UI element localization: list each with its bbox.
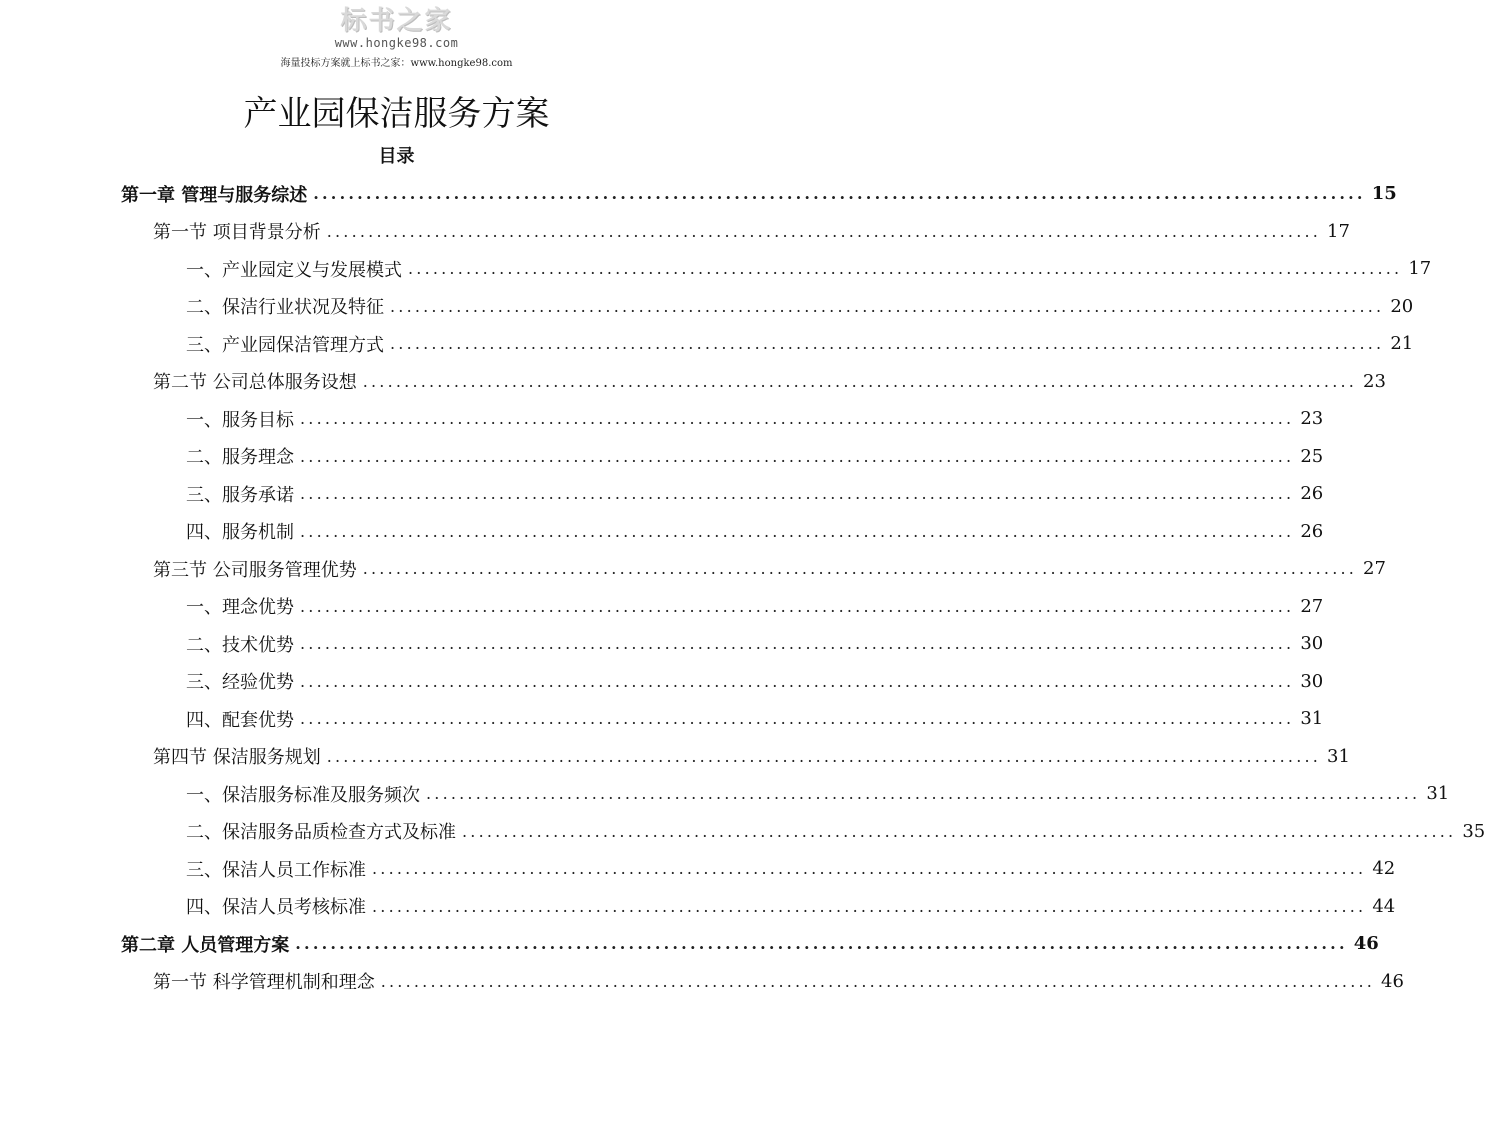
- toc-entry-label: 第三节 公司服务管理优势: [153, 556, 363, 582]
- toc-entry[interactable]: [0, 663, 1324, 701]
- toc-entry-page-number: 27: [1300, 595, 1324, 617]
- toc-entry-label: 四、服务机制: [186, 518, 300, 544]
- toc-entry[interactable]: [0, 213, 1350, 251]
- toc-entry-page-number: 31: [1300, 708, 1324, 730]
- toc-dot-leader: ........................................................................................................................: [362, 371, 1358, 391]
- toc-dot-leader: ........................................................................................................................: [295, 934, 1348, 954]
- toc-entry-page-number: 23: [1300, 408, 1324, 430]
- toc-entry-label: 三、保洁人员工作标准: [186, 856, 372, 882]
- toc-entry-page-number: 20: [1390, 295, 1414, 317]
- toc-entry[interactable]: [0, 550, 1386, 588]
- toc-entry-label: 一、理念优势: [186, 593, 300, 619]
- toc-dot-leader: ........................................................................................................................: [372, 859, 1367, 879]
- toc-dot-leader: ........................................................................................................................: [300, 671, 1295, 691]
- toc-dot-leader: ........................................................................................................................: [300, 596, 1295, 616]
- toc-entry[interactable]: [0, 888, 1396, 926]
- toc-entry[interactable]: [0, 625, 1324, 663]
- toc-entry-page-number: 21: [1390, 333, 1414, 355]
- toc-entry-label: 四、配套优势: [186, 706, 300, 732]
- toc-entry[interactable]: [0, 963, 1404, 1001]
- toc-entry-label: 第二章 人员管理方案: [121, 931, 295, 957]
- toc-entry-page-number: 30: [1300, 670, 1324, 692]
- toc-dot-leader: ........................................................................................................................: [426, 784, 1421, 804]
- toc-entry-page-number: 31: [1327, 745, 1350, 767]
- toc-entry[interactable]: [0, 400, 1324, 438]
- toc-dot-leader: ........................................................................................................................: [326, 746, 1322, 766]
- toc-entry-label: 二、保洁服务品质检查方式及标准: [186, 818, 462, 844]
- toc-entry-label: 二、技术优势: [186, 631, 300, 657]
- toc-entry-label: 第一章 管理与服务综述: [121, 181, 313, 207]
- toc-entry[interactable]: [0, 288, 1414, 326]
- toc-entry-label: 一、保洁服务标准及服务频次: [186, 781, 426, 807]
- toc-entry-label: 三、服务承诺: [186, 481, 300, 507]
- toc-entry-page-number: 17: [1408, 258, 1432, 280]
- toc-entry-page-number: 30: [1300, 633, 1324, 655]
- toc-entry-label: 第二节 公司总体服务设想: [153, 368, 363, 394]
- toc-entry[interactable]: [0, 438, 1324, 476]
- toc-entry-label: 三、产业园保洁管理方式: [186, 331, 390, 357]
- toc-entry[interactable]: [0, 700, 1324, 738]
- toc-entry-page-number: 46: [1381, 970, 1404, 992]
- toc-dot-leader: ........................................................................................................................: [300, 409, 1295, 429]
- toc-heading: 目录: [378, 146, 415, 167]
- toc-entry-label: 二、保洁行业状况及特征: [186, 293, 390, 319]
- toc-dot-leader: ........................................................................................................................: [390, 334, 1385, 354]
- toc-dot-leader: ........................................................................................................................: [372, 896, 1367, 916]
- toc-entry-page-number: 35: [1462, 820, 1485, 842]
- toc-dot-leader: ........................................................................................................................: [300, 446, 1295, 466]
- toc-dot-leader: ........................................................................................................................: [313, 184, 1366, 204]
- toc-entry-page-number: 25: [1300, 445, 1324, 467]
- toc-entry[interactable]: [0, 250, 1432, 288]
- table-of-contents: [0, 175, 1485, 1000]
- toc-dot-leader: ........................................................................................................................: [300, 709, 1295, 729]
- toc-dot-leader: ........................................................................................................................: [300, 634, 1295, 654]
- toc-dot-leader: ........................................................................................................................: [300, 484, 1295, 504]
- toc-entry-page-number: 44: [1372, 895, 1396, 917]
- toc-entry[interactable]: [0, 588, 1324, 626]
- toc-entry[interactable]: [0, 738, 1350, 776]
- toc-entry-page-number: 26: [1300, 483, 1324, 505]
- toc-dot-leader: ........................................................................................................................: [380, 971, 1376, 991]
- toc-entry-label: 三、经验优势: [186, 668, 300, 694]
- toc-entry-label: 第四节 保洁服务规划: [153, 743, 327, 769]
- toc-entry-label: 一、服务目标: [186, 406, 300, 432]
- toc-entry[interactable]: [0, 175, 1397, 213]
- toc-entry[interactable]: [0, 925, 1379, 963]
- toc-entry-label: 一、产业园定义与发展模式: [186, 256, 408, 282]
- site-logo: 标书之家: [340, 6, 453, 36]
- toc-dot-leader: ........................................................................................................................: [408, 259, 1403, 279]
- toc-entry-page-number: 27: [1363, 558, 1386, 580]
- toc-entry-page-number: 46: [1353, 933, 1379, 955]
- toc-entry-page-number: 17: [1327, 220, 1350, 242]
- toc-entry[interactable]: [0, 513, 1324, 551]
- toc-entry-label: 第一节 项目背景分析: [153, 218, 327, 244]
- toc-entry[interactable]: [0, 850, 1396, 888]
- toc-entry-page-number: 23: [1363, 370, 1386, 392]
- toc-entry-page-number: 42: [1372, 858, 1396, 880]
- toc-dot-leader: ........................................................................................................................: [326, 221, 1322, 241]
- toc-dot-leader: ........................................................................................................................: [300, 521, 1295, 541]
- toc-dot-leader: ........................................................................................................................: [462, 821, 1457, 841]
- toc-entry-page-number: 31: [1426, 783, 1450, 805]
- toc-entry-label: 二、服务理念: [186, 443, 300, 469]
- toc-entry[interactable]: [0, 363, 1386, 401]
- site-url: www.hongke98.com: [334, 36, 459, 50]
- toc-entry[interactable]: [0, 813, 1485, 851]
- toc-entry-page-number: 26: [1300, 520, 1324, 542]
- document-title: 产业园保洁服务方案: [243, 94, 550, 134]
- header-slogan: 海量投标方案就上标书之家：www.hongke98.com: [280, 58, 513, 69]
- site-logo-header: [0, 6, 793, 50]
- toc-entry-label: 第一节 科学管理机制和理念: [153, 968, 381, 994]
- toc-entry-page-number: 15: [1371, 183, 1397, 205]
- toc-entry-label: 四、保洁人员考核标准: [186, 893, 372, 919]
- toc-entry[interactable]: [0, 325, 1414, 363]
- toc-entry[interactable]: [0, 775, 1450, 813]
- toc-entry[interactable]: [0, 475, 1324, 513]
- toc-dot-leader: ........................................................................................................................: [390, 296, 1385, 316]
- toc-dot-leader: ........................................................................................................................: [362, 559, 1358, 579]
